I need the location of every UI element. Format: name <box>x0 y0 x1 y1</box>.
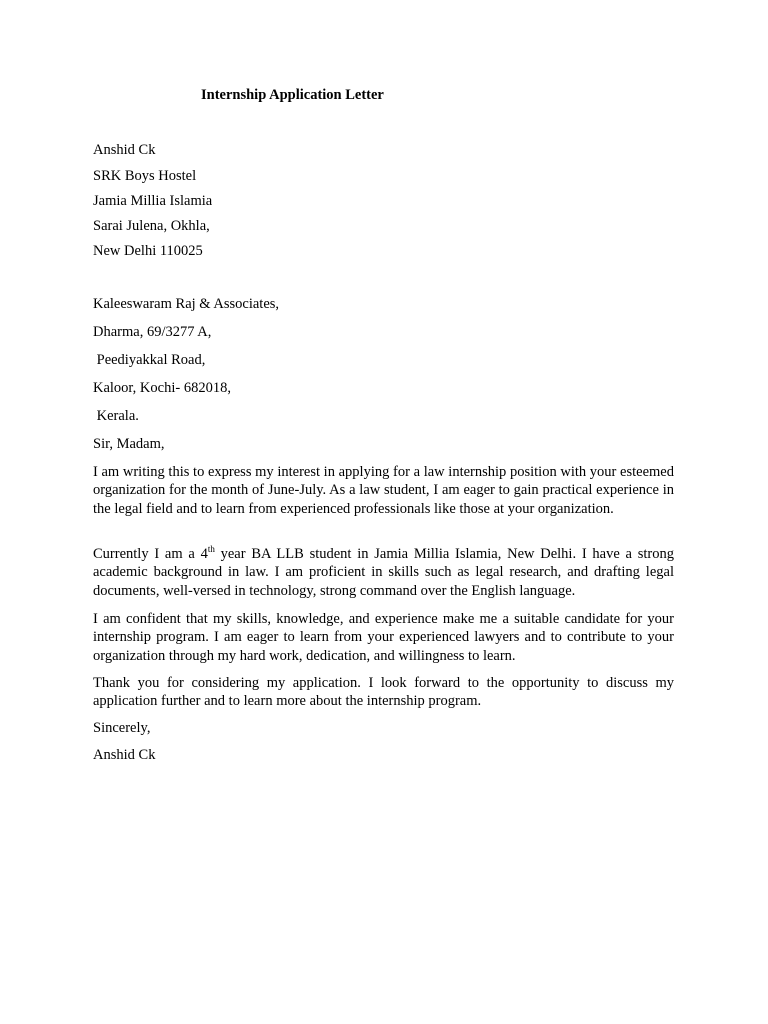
ordinal-suffix: th <box>207 544 215 554</box>
para2-text-start: Currently I am a 4 <box>93 546 208 562</box>
body-paragraph-4: Thank you for considering my application. I look forward to the opportunity to discuss my application further and to learn more about the internship program. <box>93 675 674 710</box>
sender-address-line: Sarai Julena, Okhla, <box>93 218 210 234</box>
recipient-address-line: Peediyakkal Road, <box>93 352 206 368</box>
body-paragraph-2 <box>93 545 674 600</box>
recipient-address-line: Kaloor, Kochi- 682018, <box>93 380 231 396</box>
sender-address-line: SRK Boys Hostel <box>93 168 197 184</box>
para2-text-rest: year BA LLB student in Jamia Millia Islamia, New Delhi. I have a strong academic background in law. I am proficient in skills such as legal research, and drafting legal documents, well-versed in technology, strong command over the English language. <box>93 546 674 599</box>
closing: Sincerely, <box>93 720 151 736</box>
recipient-address-line: Kerala. <box>93 408 139 424</box>
signature-name: Anshid Ck <box>93 747 156 763</box>
sender-address-line: New Delhi 110025 <box>93 243 203 259</box>
recipient-address-line: Dharma, 69/3277 A, <box>93 324 212 340</box>
body-paragraph-1: I am writing this to express my interest in applying for a law internship position with your esteemed organization for the month of June-July. As a law student, I am eager to gain practical experience in the legal field and to learn from experienced professionals like those at your organization. <box>93 464 674 517</box>
recipient-address-line: Kaleeswaram Raj & Associates, <box>93 296 280 312</box>
body-paragraph-3: I am confident that my skills, knowledge, and experience make me a suitable candidate for your internship program. I am eager to learn from your experienced lawyers and to contribute to your organization through my hard work, dedication, and willingness to learn. <box>93 611 674 664</box>
sender-name: Anshid Ck <box>93 142 156 158</box>
sender-address-line: Jamia Millia Islamia <box>93 193 213 209</box>
salutation: Sir, Madam, <box>93 436 165 452</box>
letter-title: Internship Application Letter <box>201 87 384 103</box>
